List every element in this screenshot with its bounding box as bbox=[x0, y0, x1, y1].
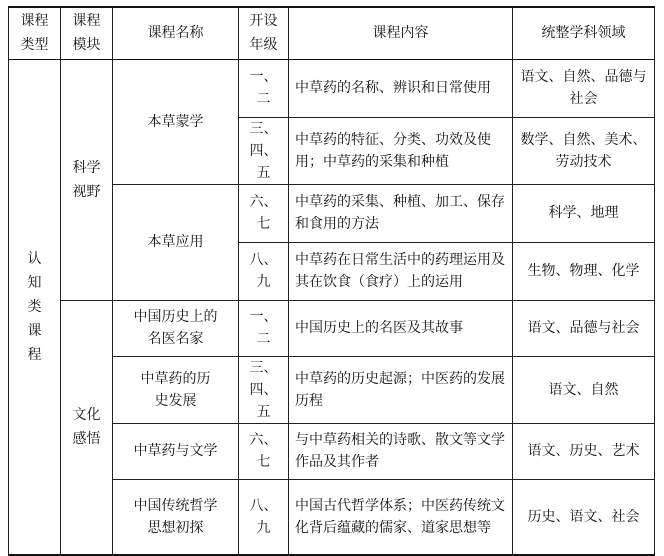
content-cell: 中国历史上的名医及其故事 bbox=[289, 300, 513, 356]
header-content: 课程内容 bbox=[289, 7, 513, 59]
module-culture-cell: 文化感悟 bbox=[61, 300, 113, 555]
header-row bbox=[9, 7, 655, 59]
course-type-cell: 认知类课程 bbox=[9, 59, 61, 555]
subjects-cell: 语文、自然、品德与社会 bbox=[513, 59, 655, 117]
header-grade: 开设年级 bbox=[239, 7, 289, 59]
content-cell: 中草药在日常生活中的药理运用及其在饮食（食疗）上的运用 bbox=[289, 242, 513, 300]
content-cell: 中草药的采集、种植、加工、保存和食用的方法 bbox=[289, 184, 513, 242]
course-name-cell: 中草药与文学 bbox=[113, 423, 239, 479]
module-science-cell: 科学视野 bbox=[61, 59, 113, 300]
table-row bbox=[9, 300, 655, 356]
subjects-cell: 数学、自然、美术、劳动技术 bbox=[513, 117, 655, 184]
grade-cell: 一、二 bbox=[239, 59, 289, 117]
course-name-cell: 中国历史上的名医名家 bbox=[113, 300, 239, 356]
subjects-cell: 历史、语文、社会 bbox=[513, 479, 655, 555]
subjects-cell: 科学、地理 bbox=[513, 184, 655, 242]
subjects-cell: 语文、品德与社会 bbox=[513, 300, 655, 356]
table-row bbox=[9, 59, 655, 117]
grade-cell: 六、七 bbox=[239, 423, 289, 479]
course-table-container bbox=[8, 6, 655, 556]
header-subjects: 统整学科领域 bbox=[513, 7, 655, 59]
course-table bbox=[8, 6, 655, 556]
subjects-cell: 语文、自然 bbox=[513, 356, 655, 423]
grade-cell: 八、九 bbox=[239, 242, 289, 300]
subjects-cell: 生物、物理、化学 bbox=[513, 242, 655, 300]
subjects-cell: 语文、历史、艺术 bbox=[513, 423, 655, 479]
content-cell: 中草药的名称、辨识和日常使用 bbox=[289, 59, 513, 117]
content-cell: 中草药的历史起源；中医药的发展历程 bbox=[289, 356, 513, 423]
course-name-cell: 中草药的历史发展 bbox=[113, 356, 239, 423]
grade-cell: 八、九 bbox=[239, 479, 289, 555]
grade-cell: 三、四、五 bbox=[239, 356, 289, 423]
content-cell: 中草药的特征、分类、功效及使用；中草药的采集和种植 bbox=[289, 117, 513, 184]
header-course-type: 课程类型 bbox=[9, 7, 61, 59]
content-cell: 与中草药相关的诗歌、散文等文学作品及其作者 bbox=[289, 423, 513, 479]
content-cell: 中国古代哲学体系；中医药传统文化背后蕴藏的儒家、道家思想等 bbox=[289, 479, 513, 555]
course-name-cell: 中国传统哲学思想初探 bbox=[113, 479, 239, 555]
header-course-name: 课程名称 bbox=[113, 7, 239, 59]
grade-cell: 一、二 bbox=[239, 300, 289, 356]
header-course-module: 课程模块 bbox=[61, 7, 113, 59]
grade-cell: 三、四、五 bbox=[239, 117, 289, 184]
course-name-cell: 本草蒙学 bbox=[113, 59, 239, 184]
course-name-cell: 本草应用 bbox=[113, 184, 239, 300]
grade-cell: 六、七 bbox=[239, 184, 289, 242]
